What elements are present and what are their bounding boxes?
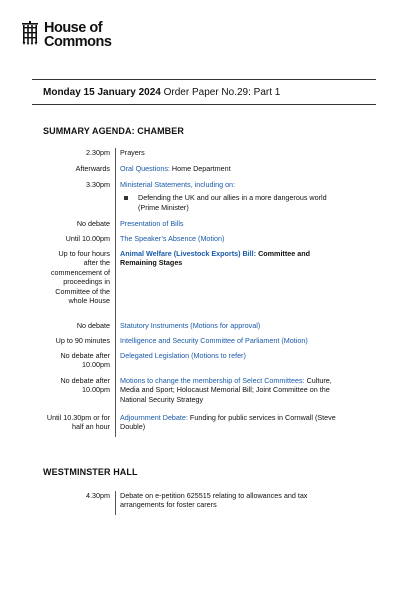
agenda-row (43, 148, 343, 164)
statutory-instruments-link[interactable]: Statutory Instruments (Motions for approval) (120, 321, 261, 330)
top-rule (32, 79, 376, 80)
portcullis-icon (20, 21, 40, 45)
agenda-time: Until 10.00pm (65, 234, 110, 243)
agenda-item (115, 321, 343, 336)
agenda-text: Committee and Remaining Stages (120, 249, 310, 268)
select-committees-link[interactable]: Motions to change the membership of Select Committees: (120, 376, 305, 385)
agenda-row (43, 376, 343, 413)
agenda-text: Debate on e-petition 625515 relating to allowances and tax arrangements for foster carers (120, 491, 308, 510)
presentation-of-bills-link[interactable]: Presentation of Bills (120, 219, 184, 228)
agenda-row (43, 491, 343, 515)
agenda-item (115, 336, 343, 351)
order-paper-title (43, 87, 280, 98)
intelligence-committee-link[interactable]: Intelligence and Security Committee of Parliament (Motion) (120, 336, 308, 345)
agenda-row (43, 180, 343, 219)
agenda-time: Up to 90 minutes (55, 336, 110, 345)
adjournment-debate-link[interactable]: Adjournment Debate: (120, 413, 188, 422)
agenda-time: Until 10.30pm or for half an hour (46, 413, 110, 432)
agenda-item (115, 376, 343, 413)
statement-bullet-item (120, 193, 343, 212)
ministerial-statements-link[interactable]: Ministerial Statements, including on: (120, 180, 236, 189)
agenda-row (43, 219, 343, 234)
order-paper-date: Monday 15 January 2024 (43, 87, 161, 98)
agenda-item (115, 249, 343, 321)
agenda-item (115, 491, 343, 515)
agenda-time: Up to four hours after the commencement of proceedings in Committee of the whole House (50, 249, 110, 306)
delegated-legislation-link[interactable]: Delegated Legislation (Motions to refer) (120, 351, 246, 360)
agenda-item (115, 351, 343, 376)
agenda-text: Culture, Media and Sport; Holocaust Memorial Bill; Joint Committee on the National Security Strategy (120, 376, 332, 404)
agenda-time: No debate after 10.00pm (60, 351, 110, 370)
agenda-time: No debate (76, 219, 110, 228)
statement-text: Defending the UK and our allies in a more dangerous world (Prime Minister) (138, 193, 327, 212)
agenda-time: 4.30pm (86, 491, 110, 500)
logo-line-2: Commons (44, 34, 112, 50)
westminster-hall-heading: WESTMINSTER HALL (43, 467, 138, 477)
agenda-time: Afterwards (75, 164, 110, 173)
agenda-time: No debate (76, 321, 110, 330)
agenda-time: No debate after 10.00pm (60, 376, 110, 395)
agenda-item (115, 148, 343, 164)
westminster-hall-agenda (43, 491, 343, 515)
order-paper-number: Order Paper No.29: Part 1 (163, 87, 281, 98)
oral-questions-link[interactable]: Oral Questions: (120, 164, 170, 173)
agenda-text: Home Department (169, 164, 231, 173)
agenda-row (43, 336, 343, 351)
agenda-row (43, 164, 343, 180)
header-bottom-rule (32, 104, 376, 105)
house-of-commons-logo (20, 21, 111, 49)
agenda-text: Funding for public services in Cornwall (Steve Double) (120, 413, 336, 432)
agenda-item (115, 219, 343, 234)
agenda-row (43, 351, 343, 376)
logo-wordmark (44, 21, 111, 49)
chamber-agenda (43, 148, 343, 437)
agenda-time: 3.30pm (86, 180, 110, 189)
agenda-item (115, 180, 343, 219)
animal-welfare-bill-link[interactable]: Animal Welfare (Livestock Exports) Bill: (120, 249, 257, 258)
square-bullet-icon (124, 196, 128, 200)
agenda-row (43, 321, 343, 336)
agenda-item (115, 234, 343, 249)
agenda-item (115, 164, 343, 180)
agenda-row (43, 413, 343, 437)
agenda-item (115, 413, 343, 437)
speakers-absence-link[interactable]: The Speaker’s Absence (Motion) (120, 234, 225, 243)
agenda-text: Prayers (120, 148, 145, 157)
agenda-row (43, 234, 343, 249)
agenda-row (43, 249, 343, 321)
chamber-heading: SUMMARY AGENDA: CHAMBER (43, 126, 184, 136)
logo-line-1: House of (44, 20, 103, 36)
agenda-time: 2.30pm (86, 148, 110, 157)
